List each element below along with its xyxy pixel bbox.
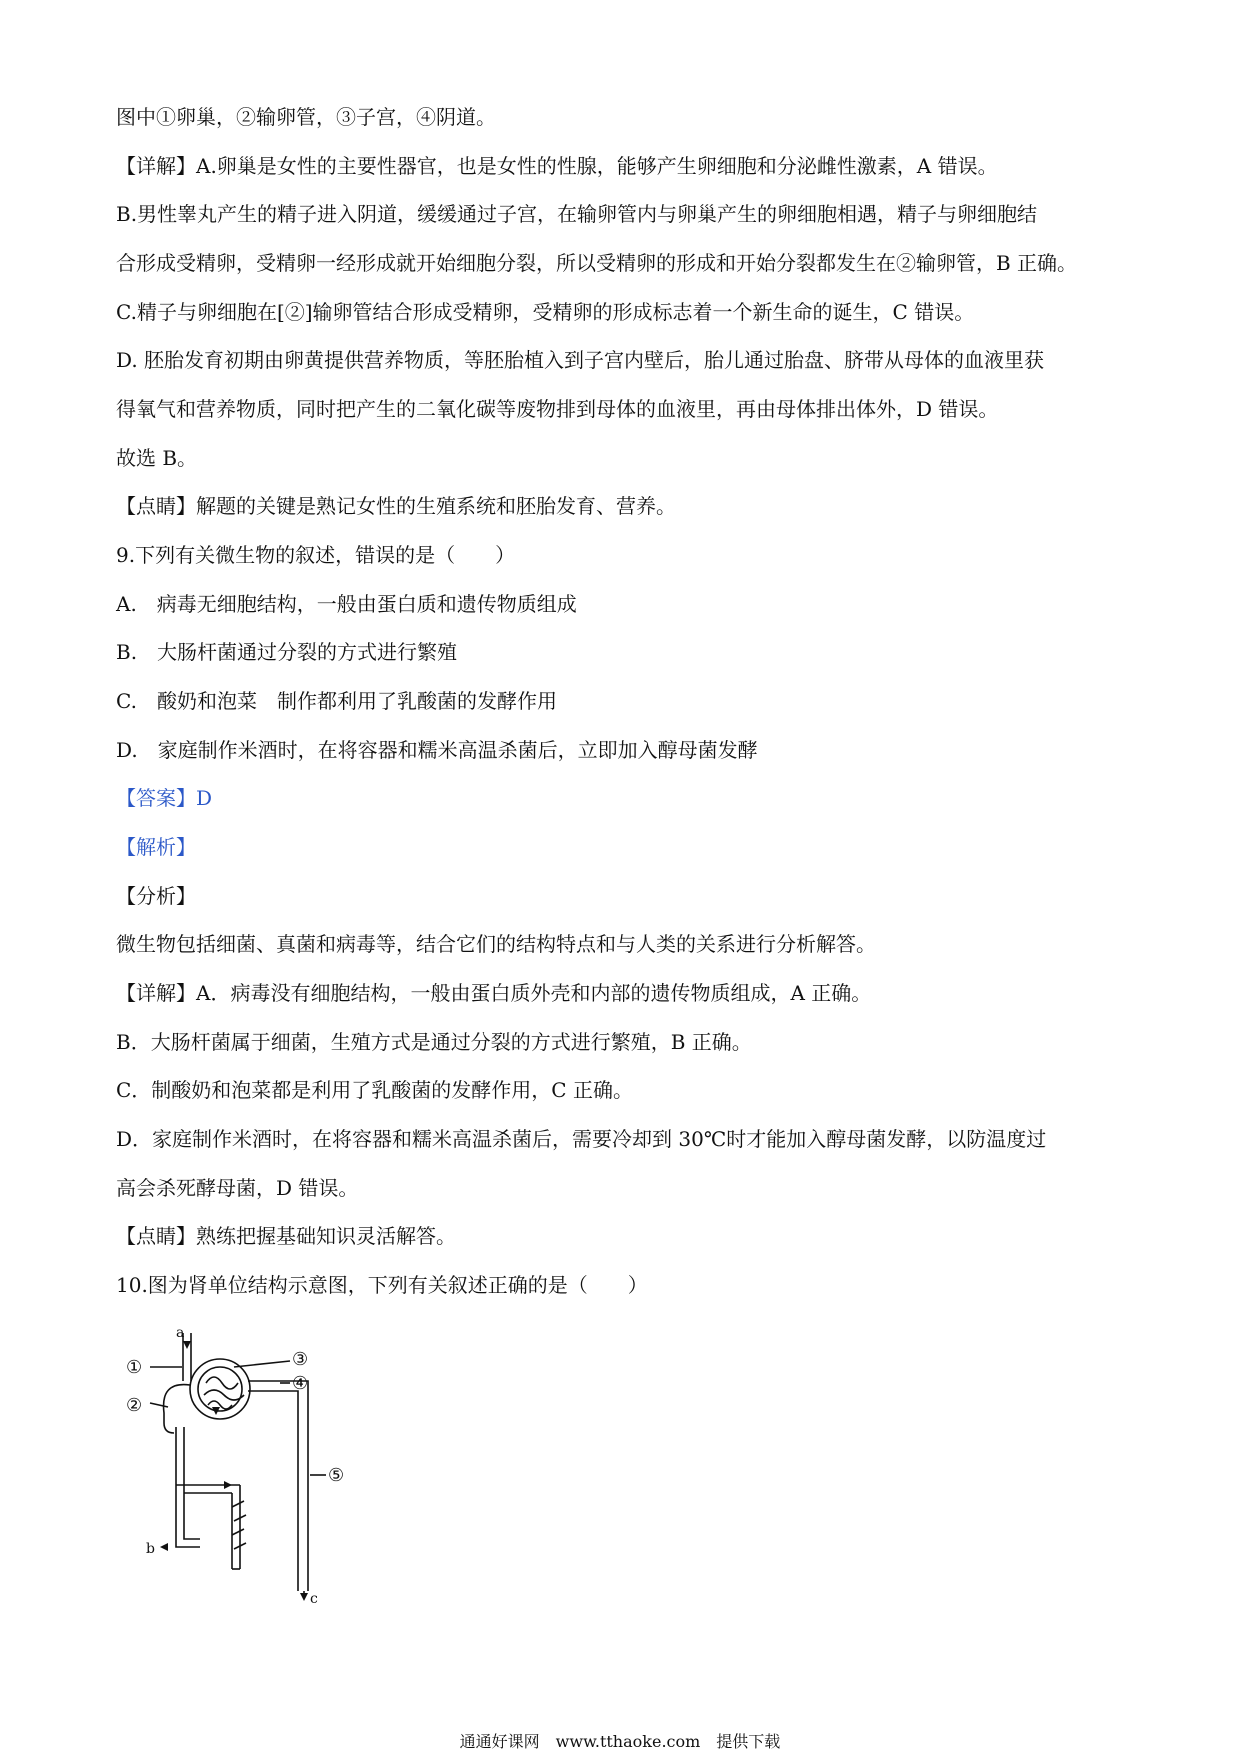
option-c: C. 酸奶和泡菜 制作都利用了乳酸菌的发酵作用	[116, 689, 557, 713]
text-line: 【分析】	[116, 884, 196, 908]
question-9: 9.下列有关微生物的叙述，错误的是（ ）	[116, 543, 516, 567]
nephron-diagram	[120, 1325, 360, 1605]
label-3: ③	[292, 1349, 309, 1370]
text-line: 【详解】A．病毒没有细胞结构，一般由蛋白质外壳和内部的遗传物质组成，A 正确。	[116, 981, 872, 1005]
text-line: C.精子与卵细胞在[②]输卵管结合形成受精卵，受精卵的形成标志着一个新生命的诞生，C 错误。	[116, 300, 975, 324]
text-line: 合形成受精卵，受精卵一经形成就开始细胞分裂，所以受精卵的形成和开始分裂都发生在②输卵管，B 正确。	[116, 251, 1078, 275]
letter-a: a	[176, 1325, 185, 1341]
label-1: ①	[126, 1357, 143, 1378]
text-line: 高会杀死酵母菌，D 错误。	[116, 1176, 359, 1200]
option-d: D. 家庭制作米酒时，在将容器和糯米高温杀菌后，立即加入醇母菌发酵	[116, 738, 758, 762]
text-line: 【详解】A.卵巢是女性的主要性器官，也是女性的性腺，能够产生卵细胞和分泌雌性激素，A 错误。	[116, 154, 998, 178]
text-line: B．大肠杆菌属于细菌，生殖方式是通过分裂的方式进行繁殖，B 正确。	[116, 1030, 752, 1054]
text-line: D. 胚胎发育初期由卵黄提供营养物质，等胚胎植入到子宫内壁后，胎儿通过胎盘、脐带从母体的血液里获	[116, 348, 1045, 372]
text-line: 微生物包括细菌、真菌和病毒等，结合它们的结构特点和与人类的关系进行分析解答。	[116, 932, 876, 956]
label-5: ⑤	[328, 1465, 345, 1486]
answer-label: 【答案】D	[116, 786, 213, 810]
option-b: B. 大肠杆菌通过分裂的方式进行繁殖	[116, 640, 458, 664]
text-line: C．制酸奶和泡菜都是利用了乳酸菌的发酵作用，C 正确。	[116, 1078, 633, 1102]
text-line: 图中①卵巢，②输卵管，③子宫，④阴道。	[116, 105, 496, 129]
label-2: ②	[126, 1395, 143, 1416]
text-line: D．家庭制作米酒时，在将容器和糯米高温杀菌后，需要冷却到 30℃时才能加入醇母菌发酵，以防温度过	[116, 1127, 1047, 1151]
label-4: ④	[292, 1373, 309, 1394]
question-10: 10.图为肾单位结构示意图，下列有关叙述正确的是（ ）	[116, 1273, 648, 1297]
option-a: A. 病毒无细胞结构，一般由蛋白质和遗传物质组成	[116, 592, 577, 616]
text-line: 得氧气和营养物质，同时把产生的二氧化碳等废物排到母体的血液里，再由母体排出体外，D 错误。	[116, 397, 999, 421]
text-line: B.男性睾丸产生的精子进入阴道，缓缓通过子宫，在输卵管内与卵巢产生的卵细胞相遇，精子与卵细胞结	[116, 202, 1038, 226]
text-line: 【点睛】解题的关键是熟记女性的生殖系统和胚胎发育、营养。	[116, 494, 676, 518]
analysis-label: 【解析】	[116, 835, 196, 859]
text-line: 【点睛】熟练把握基础知识灵活解答。	[116, 1224, 456, 1248]
page-footer: 通通好课网 www.tthaoke.com 提供下载	[459, 1732, 781, 1751]
text-line: 故选 B。	[116, 446, 198, 470]
letter-c: c	[310, 1591, 318, 1605]
letter-b: b	[146, 1541, 155, 1557]
